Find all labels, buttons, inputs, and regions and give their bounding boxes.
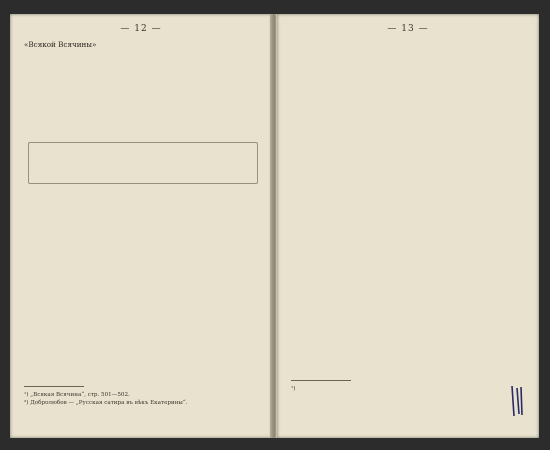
right-page-body — [291, 40, 527, 370]
right-page — [276, 14, 539, 438]
left-page-body — [24, 40, 260, 370]
handwritten-pen-mark — [509, 384, 525, 418]
right-footnote-rule — [291, 380, 351, 381]
left-page — [10, 14, 273, 438]
left-footnote-rule — [24, 386, 84, 387]
left-footnotes — [24, 392, 260, 407]
left-footnote-2: ²) Добролюбов — „Русская сатира въ вѣкъ Екатерины“. — [24, 399, 188, 406]
left-footnote-1: ¹) „Всякая Всячина“, стр. 501—502. — [24, 392, 130, 398]
right-page-number: — 13 — — [387, 24, 429, 34]
left-page-number: — 12 — — [120, 24, 162, 34]
right-footnotes — [291, 386, 527, 394]
left-body-line: «Всякой Всячины» — [24, 40, 97, 49]
underline-annotation — [28, 142, 258, 184]
right-footnote-marker: ¹) — [291, 386, 296, 392]
